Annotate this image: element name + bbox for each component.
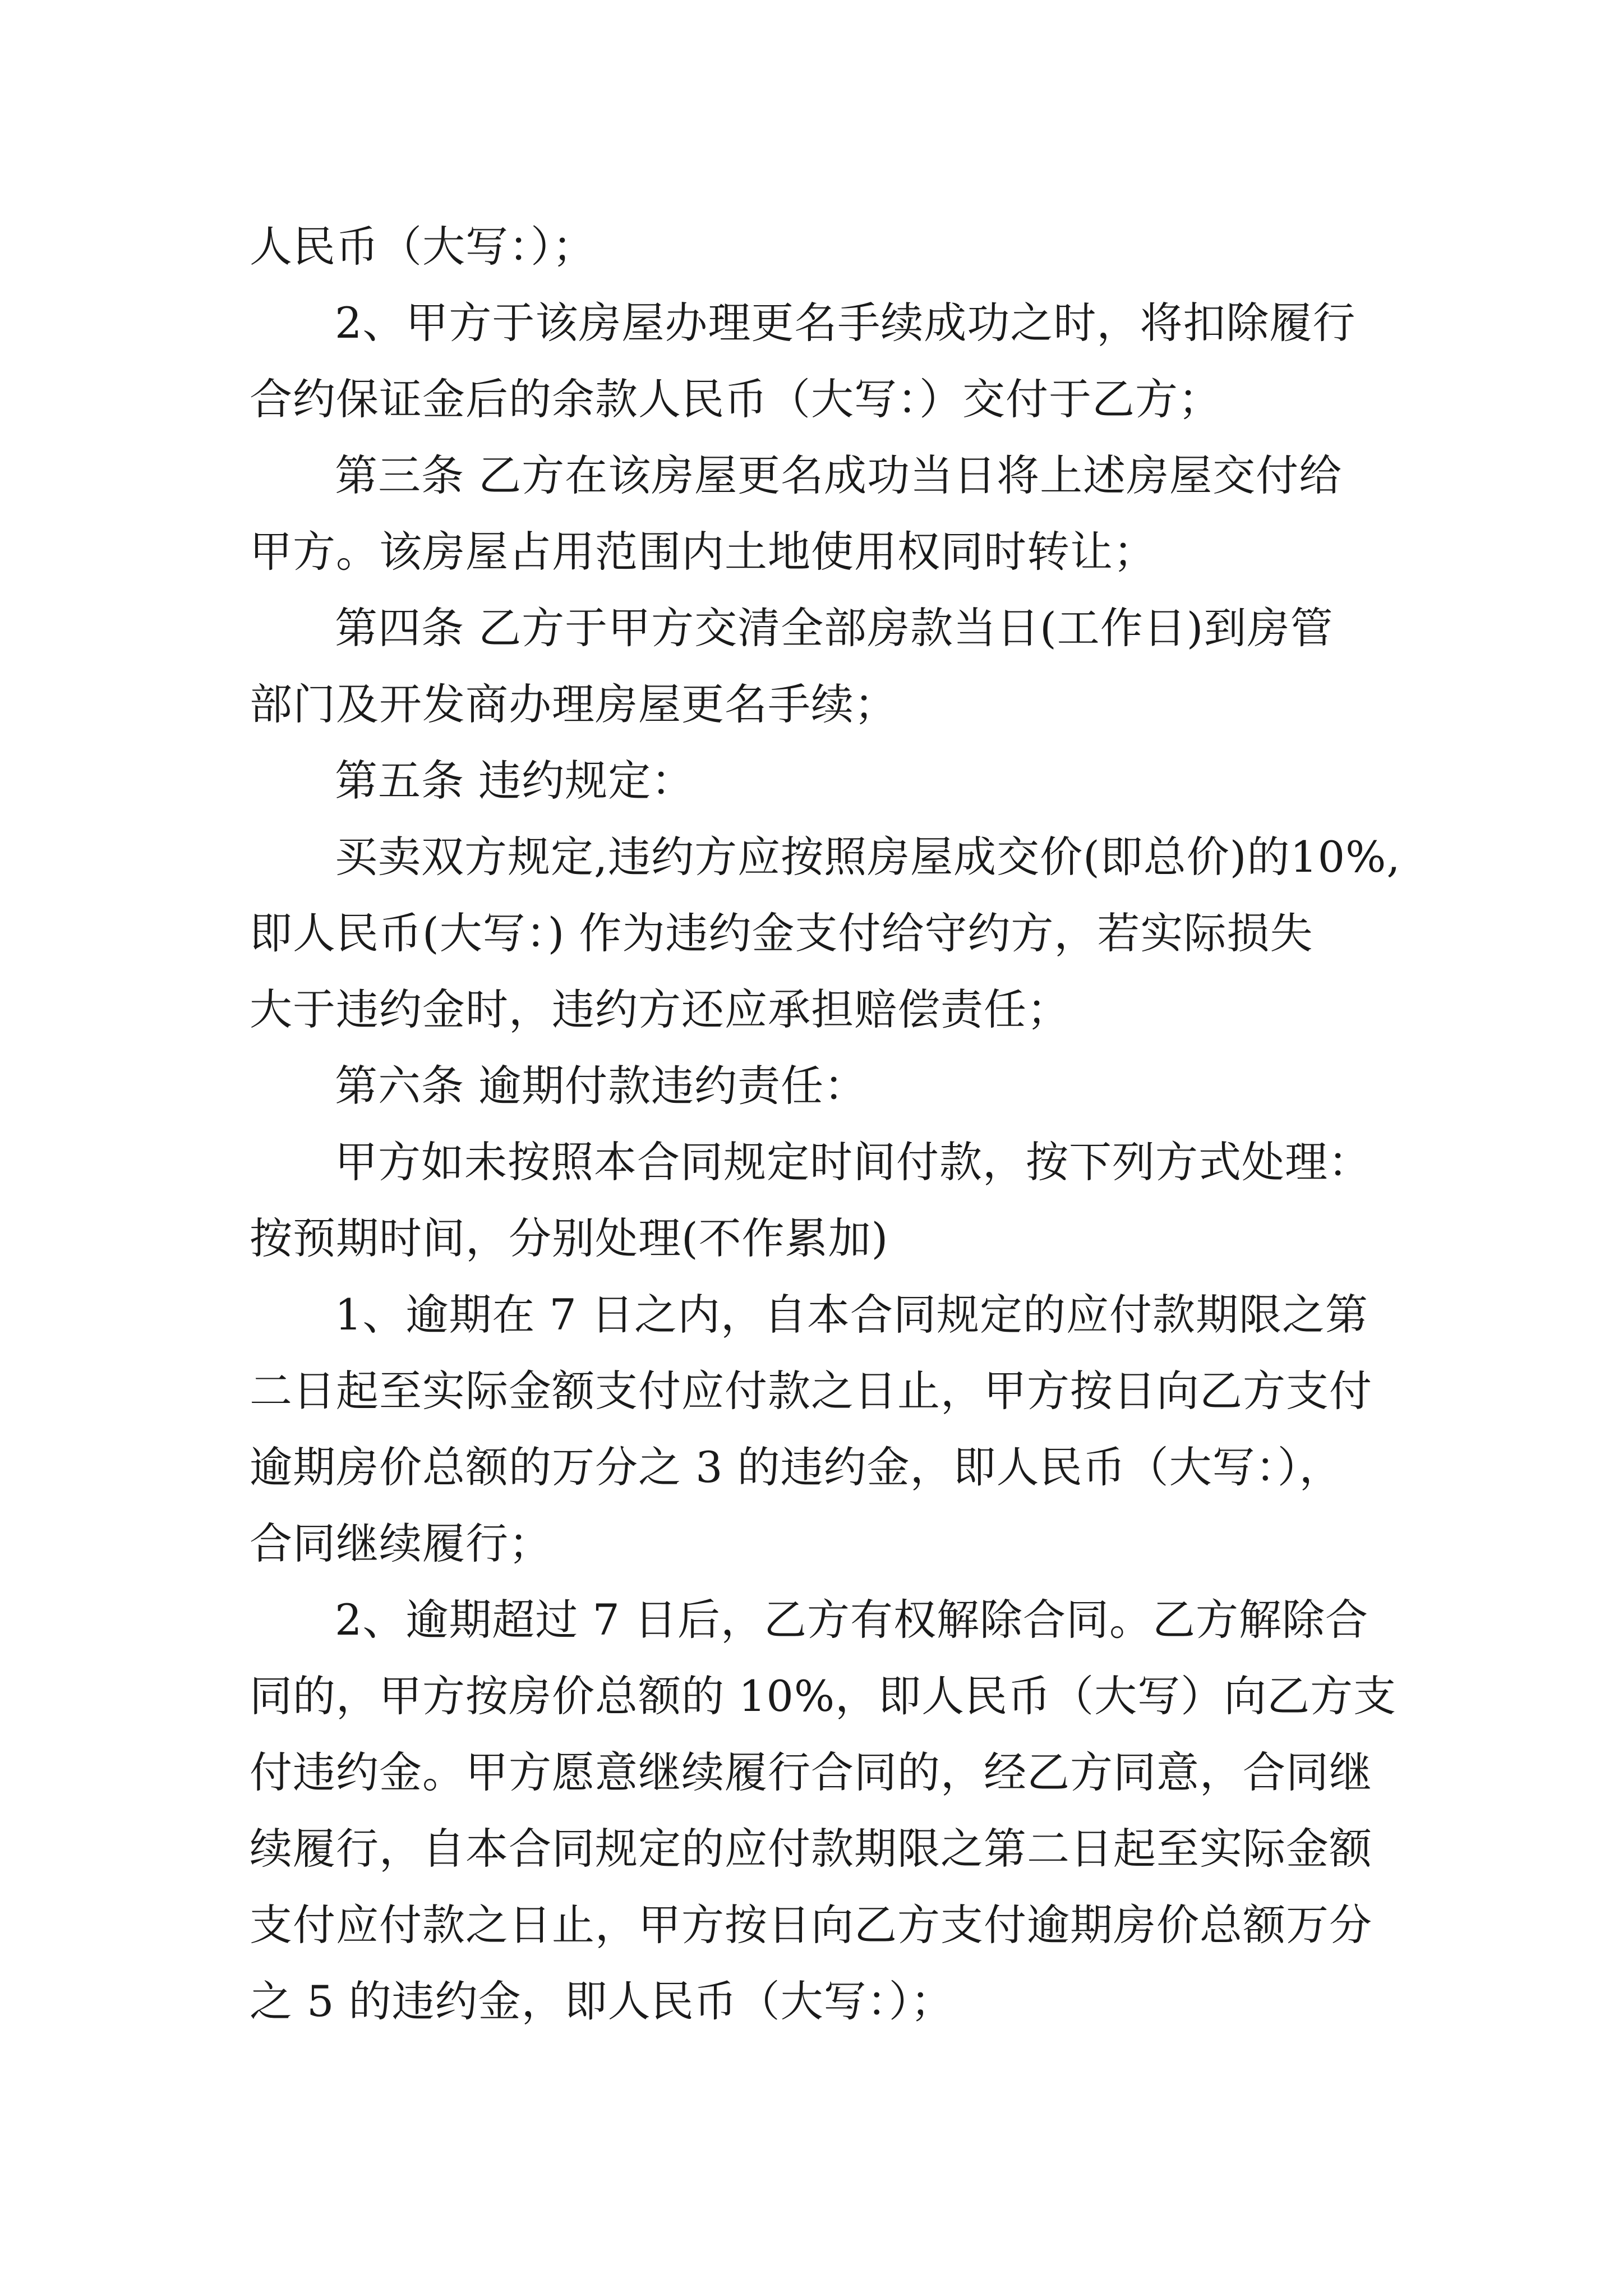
contract-text-line: 支付应付款之日止，甲方按日向乙方支付逾期房价总额万分 bbox=[250, 1900, 1372, 1950]
contract-text-line: 合约保证金后的余款人民币（大写：）交付于乙方； bbox=[250, 374, 1221, 424]
contract-text-line: 甲方。该房屋占用范围内土地使用权同时转让； bbox=[250, 527, 1156, 577]
contract-text-line: 部门及开发商办理房屋更名手续； bbox=[250, 679, 897, 729]
contract-text-line: 甲方如未按照本合同规定时间付款，按下列方式处理： bbox=[335, 1137, 1371, 1187]
contract-text-line: 第三条 乙方在该房屋更名成功当日将上述房屋交付给 bbox=[335, 450, 1343, 500]
contract-text-line: 续履行，自本合同规定的应付款期限之第二日起至实际金额 bbox=[250, 1824, 1372, 1874]
contract-text-line: 付违约金。甲方愿意继续履行合同的，经乙方同意，合同继 bbox=[250, 1747, 1372, 1797]
contract-text-line: 合同继续履行； bbox=[250, 1519, 552, 1568]
contract-text-line: 之 5 的违约金，即人民币（大写：）； bbox=[250, 1976, 954, 2026]
contract-text-line: 第五条 违约规定： bbox=[335, 756, 695, 806]
contract-text-line: 第四条 乙方于甲方交清全部房款当日(工作日)到房管 bbox=[335, 603, 1334, 653]
contract-text-line: 买卖双方规定,违约方应按照房屋成交价(即总价)的10%, bbox=[335, 832, 1401, 882]
contract-text-line: 第六条 逾期付款违约责任： bbox=[335, 1061, 868, 1111]
contract-text-body bbox=[250, 209, 1401, 2040]
contract-text-line: 逾期房价总额的万分之 3 的违约金，即人民币（大写：）， bbox=[250, 1442, 1343, 1492]
contract-text-line: 2、甲方于该房屋办理更名手续成功之时，将扣除履行 bbox=[335, 298, 1356, 348]
contract-text-line: 即人民币(大写：) 作为违约金支付给守约方，若实际损失 bbox=[250, 908, 1313, 958]
contract-text-line: 按预期时间，分别处理(不作累加) bbox=[250, 1213, 889, 1263]
contract-text-line: 1、逾期在 7 日之内，自本合同规定的应付款期限之第 bbox=[335, 1290, 1369, 1340]
contract-text-line: 人民币（大写：）； bbox=[250, 222, 596, 272]
contract-text-line: 二日起至实际金额支付应付款之日止，甲方按日向乙方支付 bbox=[250, 1366, 1372, 1416]
contract-text-line: 同的，甲方按房价总额的 10%，即人民币（大写）向乙方支 bbox=[250, 1671, 1397, 1721]
contract-text-line: 大于违约金时，违约方还应承担赔偿责任； bbox=[250, 984, 1070, 1034]
contract-text-line: 2、逾期超过 7 日后，乙方有权解除合同。乙方解除合 bbox=[335, 1595, 1369, 1645]
